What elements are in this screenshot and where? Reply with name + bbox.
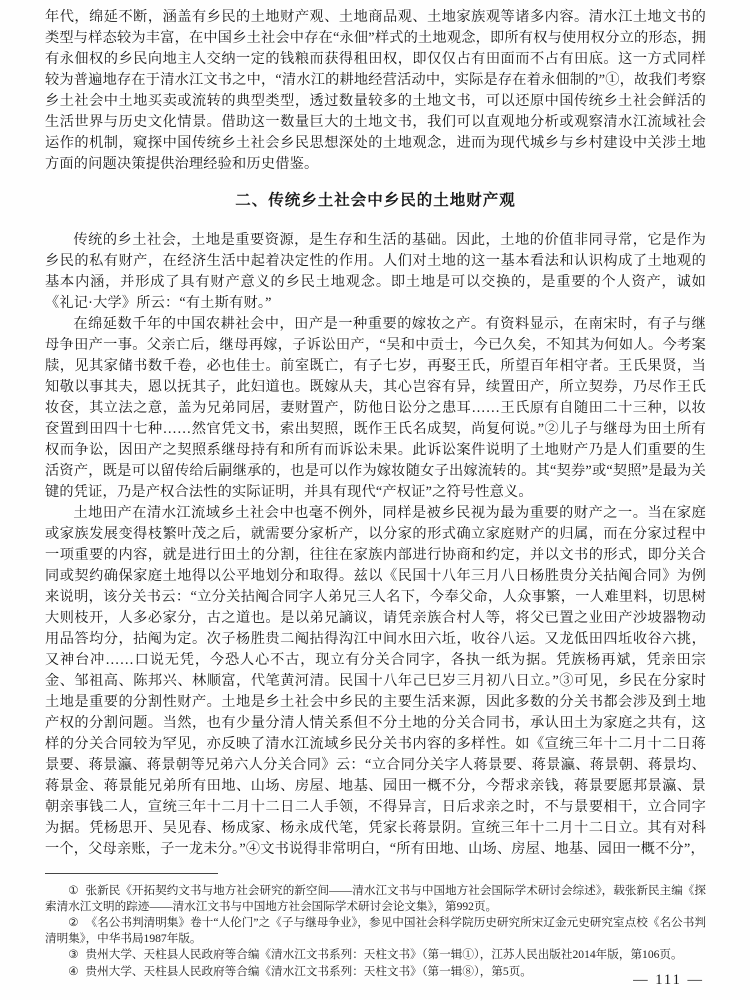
page-number: — 111 — [633, 972, 704, 988]
footnote-text: 张新民《开拓契约文书与地方社会研究的新空间——清水江文书与中国地方社会国际学术研讨会综述》，载张新民主编《探索清水江文明的踪迹——清水江文书与中国地方社会国际学术研讨会论文集》，第992页。 [45, 884, 706, 913]
footnote [45, 964, 706, 980]
section-heading: 二、传统乡土社会中乡民的土地财产观 [235, 192, 516, 209]
footnote-marker: ① [68, 884, 79, 897]
footnote-marker: ④ [68, 964, 79, 978]
body-paragraph-continuation: 年代，绵延不断，涵盖有乡民的土地财产观、土地商品观、土地家族观等诸多内容。清水江土地文书的类型与样态较为丰富，在中国乡土社会中存在“永佃”样式的土地观念，即所有权与使用权分立的形态，拥有永佃权的乡民向地主人交纳一定的钱粮而获得租田权，即仅仅占有田面而不占有田底。这一方式同样较为普遍地存在于清水江文书之中，“清水江的耕地经营活动中，实际是存在着永佃制的”①，故我们考察乡土社会中土地买卖或流转的典型类型，透过数量较多的土地文书，可以还原中国传统乡土社会鲜活的生活世界与历史文化情景。借助这一数量巨大的土地文书，我们可以直观地分析或观察清水江流域社会运作的机制，窥探中国传统乡土社会乡民思想深处的土地观念，进而为现代城乡与乡村建设中关涉土地方面的问题决策提供治理经验和历史借鉴。 [45, 9, 706, 172]
body-paragraph: 传统的乡土社会，土地是重要资源，是生存和生活的基础。因此，土地的价值非同寻常，它是作为乡民的私有财产，在经济生活中起着决定性的作用。人们对土地的这一基本看法和认识构成了土地观的基本内涵，并形成了具有财产意义的乡民土地观念。即土地是可以交换的，是重要的个人资产，诚如《礼记·大学》所云：“有土斯有财。” [45, 232, 706, 311]
body-paragraph: 在绵延数千年的中国农耕社会中，田产是一种重要的嫁妆之产。有资料显示，在南宋时，有子与继母争田产一事。父亲亡后，继母再嫁，子诉讼田产，“吴和中贡士，今已久矣，不知其为何如人。今考案牍，见其家储书数千卷，必也佳士。前室既亡，有子七岁，再娶王氏，所望百年相守者。王氏果贤，当知敬以事其夫，恩以抚其子，此妇道也。既嫁从夫，其心岂容有异，续置田产，所立契券，乃尽作王氏妆奁，其立法之意，盖为兄弟同居，妻财置产，防他日讼分之患耳……王氏原有自随田二十三种，以妆奁置到田四十七种……然官凭文书，索出契照，既作王氏名成契，尚复何说。”②儿子与继母为田土所有权而争讼，因田产之契照系继母持有和所有而诉讼未果。此诉讼案件说明了土地财产乃是人们重要的生活资产，既是可以留传给后嗣继承的，也是可以作为嫁妆随女子出嫁流转的。其“契券”或“契照”是最为关键的凭证，乃是产权合法性的实际证明，并具有现代“产权证”之符号性意义。 [45, 316, 706, 500]
footnote-text: 贵州大学、天柱县人民政府等合编《清水江文书系列：天柱文书》（第一辑①），江苏人民出版社2014年版，第106页。 [85, 948, 683, 962]
footnote-text: 贵州大学、天柱县人民政府等合编《清水江文书系列：天柱文书》（第一辑⑧），第5页。 [85, 964, 532, 978]
footnotes [45, 883, 706, 980]
footnote-separator [45, 873, 218, 874]
footnote-text: 《名公书判清明集》卷十“人伦门”之《子与继母争业》，参见中国社会科学院历史研究所宋辽金元史研究室点校《名公书判清明集》，中华书局1987年版。 [45, 916, 706, 945]
footnote [45, 915, 706, 946]
footnote [45, 883, 706, 914]
footnote [45, 947, 706, 963]
body-paragraph: 土地田产在清水江流域乡土社会中也毫不例外，同样是被乡民视为最为重要的财产之一。当在家庭或家族发展变得枝繁叶茂之后，就需要分家析产，以分家的形式确立家庭财产的归属，而在分家过程中一项重要的内容，就是进行田土的分割，往往在家族内部进行协商和约定，并以文书的形式，即分关合同或契约确保家庭土地得以公平地划分和取得。兹以《民国十八年三月八日杨胜贵分关拈阄合同》为例来说明，该分关书云：“立分关拈阄合同字人弟兄三人名下，今奉父命，人众事繁，一人难里料，切思树大则枝开，人多必家分，古之道也。是以弟兄謪议，请凭亲族合村人等，将父已置之业田产沙坡器物动用品答均分，拈阄为定。次子杨胜贵二阄拈得沟江中间水田六坵，收谷八运。又龙低田四坵收谷六挑，又神台冲……口说无凭，今恐人心不古，现立有分关合同字，各执一纸为据。凭族杨再斌，凭亲田宗金、邹祖高、陈邦兴、林顺富，代笔黄河清。民国十八年己巳岁三月初八日立。”③可见，乡民在分家时土地是重要的分割性财产。土地是乡土社会中乡民的主要生活来源，因此多数的分关书都会涉及到土地产权的分割问题。当然，也有少量分清人情关系但不分土地的分关合同书，承认田土为家庭之共有，这样的分关合同较为罕见，亦反映了清水江流域乡民分关书内容的多样性。如《宣统三年十二月十二日蒋景要、蒋景瀛、蒋景朝等兄弟六人分关合同》云：“立合同分关字人蒋景要、蒋景瀛、蒋景朝、蒋景均、蒋景金、蒋景能兄弟所有田地、山场、房屋、地基、园田一概不分，今帮求亲钱，蒋景要愿邦景瀛、景朝亲事钱二人，宣统三年十二月十二日二人手领，不得异言，日后求亲之时，不与景要相干，立合同字为据。凭杨思开、吴见春、杨成家、杨永成代笔，凭家长蒋景阴。宣统三年十二月十二日立。其有对科一个，父母亲账，子一龙未分。”④文书说得非常明白，“所有田地、山场、房屋、地基、园田一概不分”， [45, 505, 706, 857]
footnote-marker: ③ [68, 948, 79, 962]
footnote-marker: ② [68, 916, 79, 930]
